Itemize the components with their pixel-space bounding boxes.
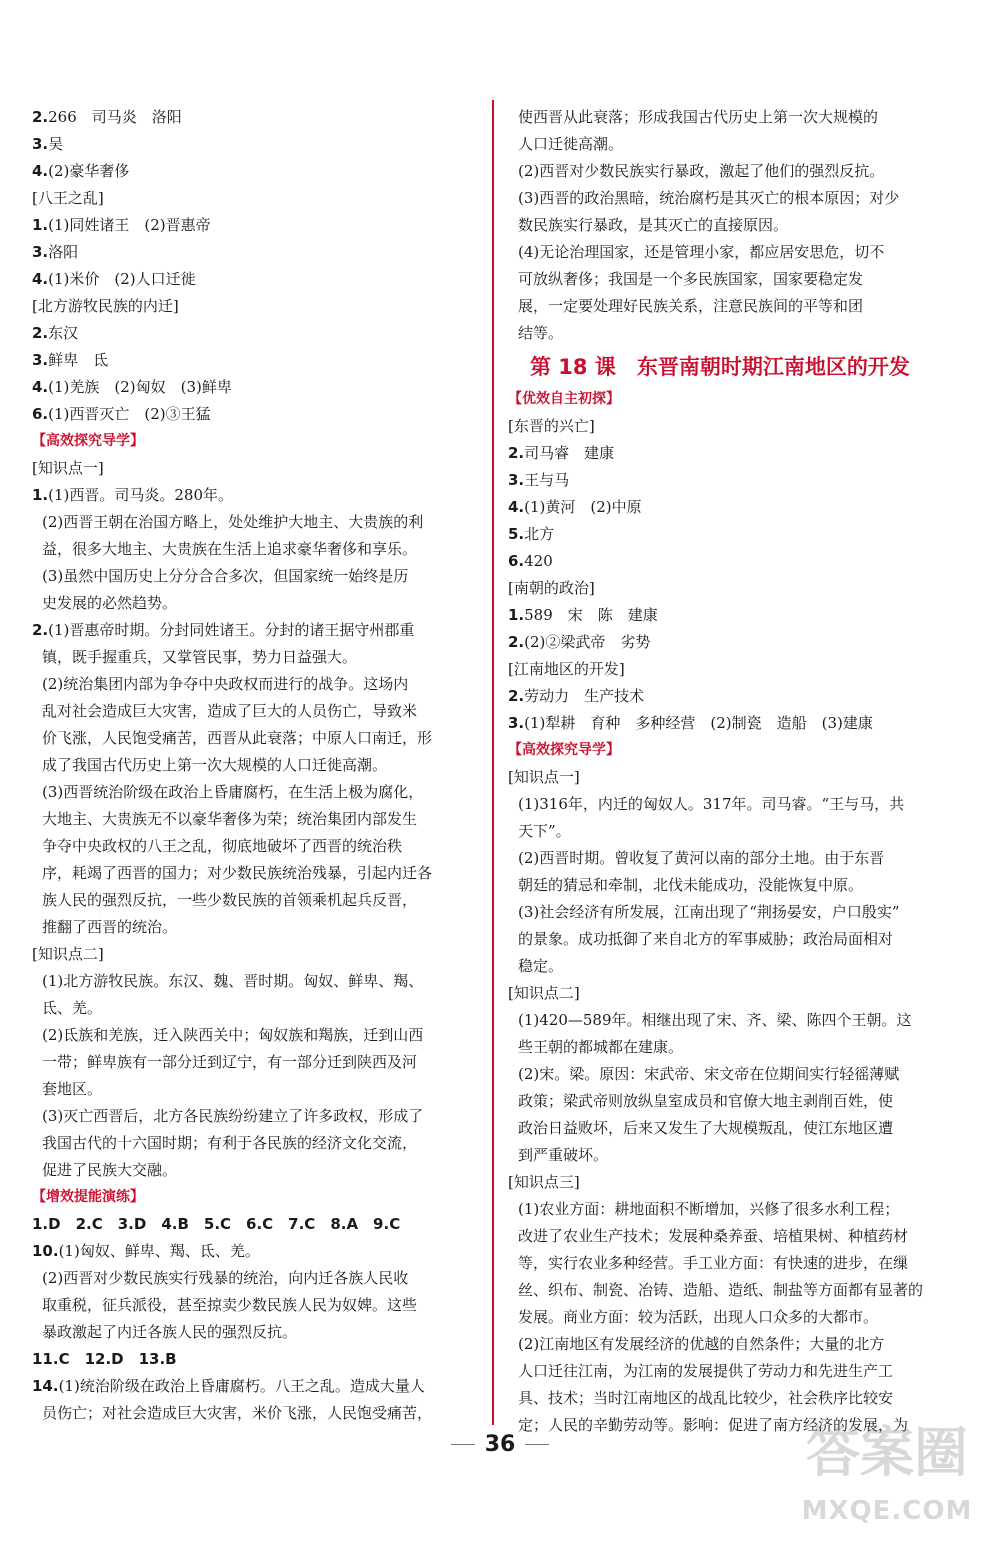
- answer-text: 266 司马炎 洛阳: [48, 108, 182, 126]
- answer-line: [32, 401, 480, 428]
- choice-answers: 1.D 2.C 3.D 4.B 5.C 6.C 7.C 8.A 9.C: [32, 1215, 401, 1233]
- answer-number: 4.: [32, 270, 49, 288]
- answer-text: (2)②梁武帝 劣势: [524, 633, 651, 651]
- answer-continuation: 等，实行农业多种经营。手工业方面：有快速的进步，在缫: [518, 1254, 909, 1272]
- answer-number: 1.: [32, 216, 49, 234]
- answer-text: 北方: [524, 525, 555, 543]
- answer-continuation: (3)虽然中国历史上分分合合多次，但国家统一始终是历: [42, 567, 409, 585]
- answer-line: [32, 104, 480, 131]
- answer-text: 劳动力 生产技术: [524, 687, 645, 705]
- answer-number: 3.: [32, 351, 49, 369]
- answer-continuation: (2)西晋对少数民族实行暴政，激起了他们的强烈反抗。: [518, 162, 885, 180]
- answer-continuation: 推翻了西晋的统治。: [42, 918, 178, 936]
- answer-continuation: (2)西晋对少数民族实行残暴的统治，向内迁各族人民收: [42, 1269, 409, 1287]
- answer-continuation: 价飞涨，人民饱受痛苦，西晋从此衰落；中原人口南迁，形: [42, 729, 433, 747]
- section-heading: 【优效自主初探】: [508, 391, 620, 407]
- subsection-label: [知识点一]: [32, 459, 104, 477]
- answer-continuation: 政治日益败坏，后来又发生了大规模叛乱，使江东地区遭: [518, 1119, 894, 1137]
- answer-line: [32, 131, 480, 158]
- answer-number: 4.: [32, 162, 49, 180]
- answer-text: (1)同姓诸王 (2)晋惠帝: [48, 216, 211, 234]
- answer-line: [32, 320, 480, 347]
- answer-text: (1)犁耕 育种 多种经营 (2)制瓷 造船 (3)建康: [524, 714, 873, 732]
- answer-continuation: 发展。商业方面：较为活跃，出现人口众多的大都市。: [518, 1308, 879, 1326]
- answer-line: [508, 710, 960, 737]
- answer-continuation: 定；人民的辛勤劳动等。影响：促进了南方经济的发展，为: [518, 1416, 909, 1434]
- lesson-title: 第 18 课 东晋南朝时期江南地区的开发: [530, 355, 910, 379]
- page-number: 36: [484, 1432, 516, 1457]
- answer-continuation: 人口迁往江南，为江南的发展提供了劳动力和先进生产工: [518, 1362, 894, 1380]
- answer-continuation: 益，很多大地主、大贵族在生活上追求豪华奢侈和享乐。: [42, 540, 418, 558]
- answer-number: 1.: [508, 606, 525, 624]
- answer-line: [508, 683, 960, 710]
- answer-line: [508, 467, 960, 494]
- answer-text: (1)羌族 (2)匈奴 (3)鲜卑: [48, 378, 232, 396]
- right-column: [508, 104, 960, 1439]
- section-heading: 【高效探究导学】: [32, 433, 144, 449]
- answer-line: [508, 440, 960, 467]
- answer-text: 东汉: [48, 324, 79, 342]
- answer-continuation: 氐、羌。: [42, 999, 103, 1017]
- subsection-label: [知识点二]: [32, 945, 104, 963]
- answer-continuation: (3)西晋统治阶级在政治上昏庸腐朽，在生活上极为腐化，: [42, 783, 424, 801]
- answer-line: [32, 266, 480, 293]
- answer-text: 王与马: [524, 471, 570, 489]
- answer-continuation: 乱对社会造成巨大灾害，造成了巨大的人员伤亡，导致米: [42, 702, 418, 720]
- answer-text: 司马睿 建康: [524, 444, 615, 462]
- answer-continuation: (1)农业方面：耕地面积不断增加，兴修了很多水利工程；: [518, 1200, 900, 1218]
- subsection-label: [知识点一]: [508, 768, 580, 786]
- answer-text: (1)西晋灭亡 (2)③王猛: [48, 405, 211, 423]
- answer-number: 2.: [508, 444, 525, 462]
- answer-continuation: (2)统治集团内部为争夺中央政权而进行的战争。这场内: [42, 675, 409, 693]
- answer-continuation: 族人民的强烈反抗，一些少数民族的首领乘机起兵反晋，: [42, 891, 418, 909]
- answer-continuation: 数民族实行暴政，是其灭亡的直接原因。: [518, 216, 789, 234]
- answer-number: 3.: [508, 714, 525, 732]
- subsection-label: [知识点三]: [508, 1173, 580, 1191]
- answer-text: (1)西晋。司马炎。280年。: [48, 486, 234, 504]
- answer-line: [32, 1373, 480, 1400]
- subsection-label: [江南地区的开发]: [508, 660, 625, 678]
- answer-continuation: 取重税，征兵派役，甚至掠卖少数民族人民为奴婢。这些: [42, 1296, 418, 1314]
- column-divider: [492, 100, 494, 1425]
- section-heading: 【增效提能演练】: [32, 1189, 144, 1205]
- answer-line: [32, 482, 480, 509]
- section-heading: 【高效探究导学】: [508, 742, 620, 758]
- answer-line: [32, 374, 480, 401]
- answer-text: (1)统治阶级在政治上昏庸腐朽。八王之乱。造成大量人: [58, 1377, 425, 1395]
- answer-continuation: (3)灭亡西晋后，北方各民族纷纷建立了许多政权，形成了: [42, 1107, 424, 1125]
- answer-continuation: (1)316年，内迁的匈奴人。317年。司马睿。“王与马，共: [518, 795, 905, 813]
- answer-continuation: 具、技术；当时江南地区的战乱比较少，社会秩序比较安: [518, 1389, 894, 1407]
- answer-number: 3.: [32, 135, 49, 153]
- answer-continuation: (2)西晋王朝在治国方略上，处处维护大地主、大贵族的利: [42, 513, 424, 531]
- answer-text: 589 宋 陈 建康: [524, 606, 658, 624]
- answer-line: [508, 494, 960, 521]
- choice-answers: 11.C 12.D 13.B: [32, 1350, 177, 1368]
- answer-number: 5.: [508, 525, 525, 543]
- answer-continuation: 成了我国古代历史上第一次大规模的人口迁徙高潮。: [42, 756, 388, 774]
- answer-number: 2.: [32, 324, 49, 342]
- answer-number: 2.: [508, 633, 525, 651]
- watermark-site: MXQE.COM: [801, 1496, 973, 1526]
- answer-line: [508, 602, 960, 629]
- answer-continuation: 些王朝的都城都在建康。: [518, 1038, 684, 1056]
- answer-continuation: (2)氐族和羌族，迁入陕西关中；匈奴族和羯族，迁到山西: [42, 1026, 424, 1044]
- answer-continuation: 一带；鲜卑族有一部分迁到辽宁，有一部分迁到陕西及河: [42, 1053, 418, 1071]
- subsection-label: [八王之乱]: [32, 189, 104, 207]
- answer-continuation: 到严重破坏。: [518, 1146, 609, 1164]
- answer-continuation: 的景象。成功抵御了来自北方的军事威胁；政治局面相对: [518, 930, 894, 948]
- answer-line: [508, 521, 960, 548]
- answer-number: 4.: [508, 498, 525, 516]
- answer-continuation: 结等。: [518, 324, 564, 342]
- answer-continuation: 展，一定要处理好民族关系，注意民族间的平等和团: [518, 297, 864, 315]
- answer-line: [32, 347, 480, 374]
- answer-number: 3.: [32, 243, 49, 261]
- answer-line: [32, 212, 480, 239]
- answer-continuation: 促进了民族大交融。: [42, 1161, 178, 1179]
- answer-continuation: 天下”。: [518, 822, 571, 840]
- answer-text: 吴: [48, 135, 64, 153]
- answer-continuation: 丝、织布、制瓷、冶铸、造船、造纸、制盐等方面都有显著的: [518, 1281, 924, 1299]
- answer-continuation: (2)西晋时期。曾收复了黄河以南的部分土地。由于东晋: [518, 849, 885, 867]
- answer-continuation: 我国古代的十六国时期；有利于各民族的经济文化交流，: [42, 1134, 418, 1152]
- answer-continuation: (1)北方游牧民族。东汉、魏、晋时期。匈奴、鲜卑、羯、: [42, 972, 424, 990]
- watermark-logo: [792, 1420, 982, 1530]
- answer-text: (1)米价 (2)人口迁徙: [48, 270, 196, 288]
- answer-continuation: 政策；梁武帝则放纵皇室成员和官僚大地主剥削百姓，使: [518, 1092, 894, 1110]
- answer-continuation: (1)420—589年。相继出现了宋、齐、梁、陈四个王朝。这: [518, 1011, 912, 1029]
- answer-continuation: 大地主、大贵族无不以豪华奢侈为荣；统治集团内部发生: [42, 810, 418, 828]
- answer-continuation: 争夺中央政权的八王之乱，彻底地破坏了西晋的统治秩: [42, 837, 403, 855]
- answer-number: 10.: [32, 1242, 59, 1260]
- answer-continuation: 序，耗竭了西晋的国力；对少数民族统治残暴，引起内迁各: [42, 864, 433, 882]
- subsection-label: [知识点二]: [508, 984, 580, 1002]
- answer-number: 2.: [32, 621, 49, 639]
- answer-number: 2.: [32, 108, 49, 126]
- answer-continuation: 人口迁徙高潮。: [518, 135, 624, 153]
- answer-number: 3.: [508, 471, 525, 489]
- footer-rule-left: [451, 1444, 475, 1445]
- answer-continuation: (3)西晋的政治黑暗，统治腐朽是其灭亡的根本原因；对少: [518, 189, 900, 207]
- answer-text: (1)黄河 (2)中原: [524, 498, 642, 516]
- answer-text: 420: [524, 552, 553, 570]
- subsection-label: [北方游牧民族的内迁]: [32, 297, 179, 315]
- answer-continuation: 暴政激起了内迁各族人民的强烈反抗。: [42, 1323, 298, 1341]
- answer-number: 14.: [32, 1377, 59, 1395]
- answer-text: 洛阳: [48, 243, 79, 261]
- answer-continuation: (2)宋。梁。原因：宋武帝、宋文帝在位期间实行轻徭薄赋: [518, 1065, 900, 1083]
- answer-continuation: 使西晋从此衰落；形成我国古代历史上第一次大规模的: [518, 108, 879, 126]
- answer-text: (1)晋惠帝时期。分封同姓诸王。分封的诸王据守州郡重: [48, 621, 415, 639]
- answer-continuation: 可放纵奢侈；我国是一个多民族国家，国家要稳定发: [518, 270, 864, 288]
- answer-continuation: (4)无论治理国家，还是管理小家，都应居安思危，切不: [518, 243, 885, 261]
- answer-text: 鲜卑 氐: [48, 351, 109, 369]
- left-column: [32, 104, 480, 1427]
- answer-text: (2)豪华奢侈: [48, 162, 130, 180]
- subsection-label: [东晋的兴亡]: [508, 417, 595, 435]
- answer-line: [32, 239, 480, 266]
- answer-continuation: 史发展的必然趋势。: [42, 594, 178, 612]
- answer-continuation: 朝廷的猜忌和牵制，北伐未能成功，没能恢复中原。: [518, 876, 864, 894]
- answer-continuation: (3)社会经济有所发展，江南出现了“荆扬晏安，户口殷实”: [518, 903, 900, 921]
- answer-line: [32, 158, 480, 185]
- footer-rule-right: [525, 1444, 549, 1445]
- answer-number: 4.: [32, 378, 49, 396]
- answer-number: 6.: [32, 405, 49, 423]
- answer-continuation: 镇，既手握重兵，又掌管民事，势力日益强大。: [42, 648, 358, 666]
- answer-number: 6.: [508, 552, 525, 570]
- answer-line: [32, 617, 480, 644]
- watermark-main: 答案圈: [806, 1421, 968, 1484]
- answer-number: 1.: [32, 486, 49, 504]
- answer-continuation: 员伤亡；对社会造成巨大灾害，米价飞涨，人民饱受痛苦，: [42, 1404, 433, 1422]
- answer-line: [508, 548, 960, 575]
- subsection-label: [南朝的政治]: [508, 579, 595, 597]
- answer-text: (1)匈奴、鲜卑、羯、氐、羌。: [58, 1242, 260, 1260]
- answer-line: [508, 629, 960, 656]
- answer-number: 2.: [508, 687, 525, 705]
- answer-continuation: 套地区。: [42, 1080, 103, 1098]
- answer-continuation: 改进了农业生产技术；发展种桑养蚕、培植果树、种植药材: [518, 1227, 909, 1245]
- answer-continuation: (2)江南地区有发展经济的优越的自然条件；大量的北方: [518, 1335, 885, 1353]
- answer-line: [32, 1238, 480, 1265]
- answer-continuation: 稳定。: [518, 957, 564, 975]
